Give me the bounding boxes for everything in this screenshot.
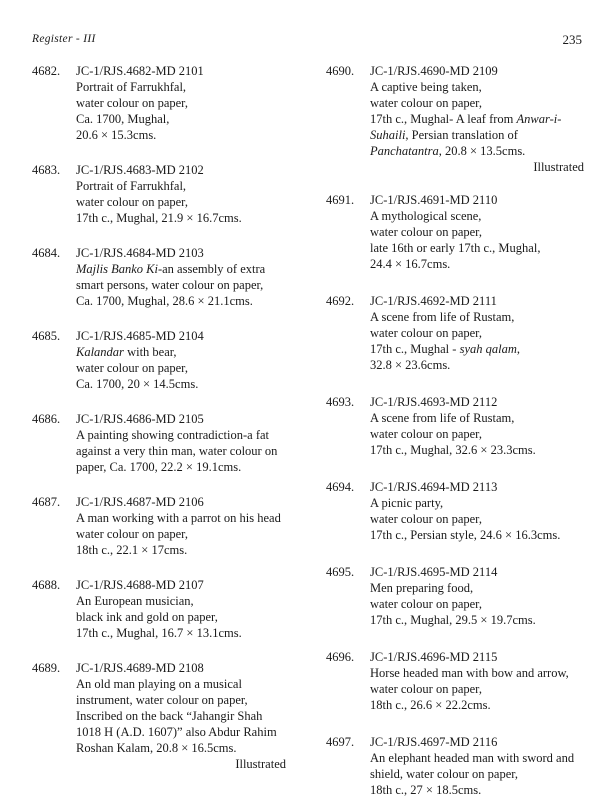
entry-number: 4696.: [326, 650, 355, 664]
entry-line: [370, 127, 588, 143]
entry-line: A captive being taken,: [370, 80, 482, 94]
accession-id: JC-1/RJS.4690-MD 2109: [370, 64, 498, 78]
entry-line: water colour on paper,: [370, 427, 482, 441]
entry-4697: [326, 734, 588, 798]
title-italic: Kalandar: [76, 345, 124, 359]
entry-number: 4686.: [32, 412, 61, 426]
entry-line: 17th c., Mughal, 29.5 × 19.7cms.: [370, 613, 536, 627]
entry-4686: [32, 411, 300, 475]
entry-line: Ca. 1700, Mughal,: [76, 112, 170, 126]
entry-line: Inscribed on the back “Jahangir Shah: [76, 709, 263, 723]
entry-line: 20.6 × 15.3cms.: [76, 128, 157, 142]
entry-line: 24.4 × 16.7cms.: [370, 257, 451, 271]
entry-number: 4691.: [326, 193, 355, 207]
entry-4685: [32, 328, 300, 392]
line-text: , 20.8 × 13.5cms.: [438, 144, 526, 158]
entry-line: Ca. 1700, Mughal, 28.6 × 21.1cms.: [76, 294, 253, 308]
entry-line: 18th c., 27 × 18.5cms.: [370, 783, 482, 797]
entry-4682: [32, 63, 300, 143]
line-text: 17th c., Mughal -: [370, 342, 460, 356]
entry-line: smart persons, water colour on paper,: [76, 278, 264, 292]
entry-line: A mythological scene,: [370, 209, 482, 223]
entry-line: water colour on paper,: [370, 326, 482, 340]
left-column: [32, 63, 300, 772]
entry-title-line: [76, 261, 300, 277]
entry-4683: [32, 162, 300, 226]
entry-line: Men preparing food,: [370, 581, 474, 595]
entry-line: shield, water colour on paper,: [370, 767, 519, 781]
entry-number: 4694.: [326, 480, 355, 494]
entry-4696: [326, 649, 588, 713]
entry-title-line: [76, 344, 300, 360]
entry-line: 17th c., Persian style, 24.6 × 16.3cms.: [370, 528, 561, 542]
entry-number: 4695.: [326, 565, 355, 579]
title-italic: Majlis Banko Ki: [76, 262, 158, 276]
entry-line: Portrait of Farrukhfal,: [76, 179, 187, 193]
accession-id: JC-1/RJS.4688-MD 2107: [76, 578, 204, 592]
accession-id: JC-1/RJS.4684-MD 2103: [76, 246, 204, 260]
entry-4684: [32, 245, 300, 309]
accession-id: JC-1/RJS.4695-MD 2114: [370, 565, 498, 579]
entry-4693: [326, 394, 588, 458]
entry-line: 17th c., Mughal, 32.6 × 23.3cms.: [370, 443, 536, 457]
entry-line: 17th c., Mughal, 16.7 × 13.1cms.: [76, 626, 242, 640]
entry-line: water colour on paper,: [76, 195, 188, 209]
entry-line: [370, 341, 588, 357]
entry-4688: [32, 577, 300, 641]
entry-number: 4682.: [32, 64, 61, 78]
entry-line: Portrait of Farrukhfal,: [76, 80, 187, 94]
accession-id: JC-1/RJS.4694-MD 2113: [370, 480, 498, 494]
entry-line: An European musician,: [76, 594, 194, 608]
accession-id: JC-1/RJS.4696-MD 2115: [370, 650, 498, 664]
accession-id: JC-1/RJS.4697-MD 2116: [370, 735, 498, 749]
entry-number: 4683.: [32, 163, 61, 177]
entry-line: water colour on paper,: [370, 597, 482, 611]
entry-line: 18th c., 22.1 × 17cms.: [76, 543, 188, 557]
entry-line: water colour on paper,: [76, 527, 188, 541]
line-text: 17th c., Mughal- A leaf from: [370, 112, 517, 126]
illustrated-note: Illustrated: [533, 160, 584, 174]
entry-line: water colour on paper,: [370, 96, 482, 110]
accession-id: JC-1/RJS.4693-MD 2112: [370, 395, 498, 409]
entry-line: A man working with a parrot on his head: [76, 511, 281, 525]
entry-line: water colour on paper,: [76, 361, 188, 375]
title-italic: Anwar-i-: [516, 112, 562, 126]
accession-id: JC-1/RJS.4691-MD 2110: [370, 193, 498, 207]
entry-number: 4697.: [326, 735, 355, 749]
accession-id: JC-1/RJS.4685-MD 2104: [76, 329, 204, 343]
entry-4695: [326, 564, 588, 628]
entry-line: black ink and gold on paper,: [76, 610, 218, 624]
entry-4687: [32, 494, 300, 558]
entry-line: instrument, water colour on paper,: [76, 693, 248, 707]
entry-number: 4685.: [32, 329, 61, 343]
title-rest: -an assembly of extra: [157, 262, 266, 276]
entry-line: paper, Ca. 1700, 22.2 × 19.1cms.: [76, 460, 242, 474]
accession-id: JC-1/RJS.4682-MD 2101: [76, 64, 204, 78]
page-number: 235: [562, 32, 582, 47]
entry-line: Horse headed man with bow and arrow,: [370, 666, 569, 680]
entry-line: An elephant headed man with sword and: [370, 751, 575, 765]
entry-line: Roshan Kalam, 20.8 × 16.5cms.: [76, 741, 237, 755]
entry-4691: [326, 192, 588, 272]
line-text: , Persian translation of: [405, 128, 518, 142]
title-rest: with bear,: [123, 345, 177, 359]
entry-4692: [326, 293, 588, 373]
running-head: Register - III: [32, 33, 96, 45]
entry-line: [370, 111, 588, 127]
entry-line: late 16th or early 17th c., Mughal,: [370, 241, 541, 255]
entry-line: 17th c., Mughal, 21.9 × 16.7cms.: [76, 211, 242, 225]
entry-number: 4687.: [32, 495, 61, 509]
accession-id: JC-1/RJS.4687-MD 2106: [76, 495, 204, 509]
entry-line: [370, 143, 588, 159]
entry-line: 1018 H (A.D. 1607)” also Abdur Rahim: [76, 725, 277, 739]
entry-4694: [326, 479, 588, 543]
entry-4690: [326, 63, 588, 175]
entry-line: A scene from life of Rustam,: [370, 310, 515, 324]
entry-line: water colour on paper,: [370, 682, 482, 696]
entry-line: water colour on paper,: [370, 225, 482, 239]
title-italic: syah qalam: [459, 342, 517, 356]
entry-number: 4688.: [32, 578, 61, 592]
accession-id: JC-1/RJS.4692-MD 2111: [370, 294, 497, 308]
entry-line: water colour on paper,: [370, 512, 482, 526]
entry-line: A painting showing contradiction-a fat: [76, 428, 270, 442]
entry-4689: [32, 660, 300, 772]
illustrated-note: Illustrated: [235, 757, 286, 771]
right-column: [326, 63, 588, 798]
entry-line: A scene from life of Rustam,: [370, 411, 515, 425]
entry-number: 4689.: [32, 661, 61, 675]
entry-number: 4690.: [326, 64, 355, 78]
line-text: ,: [516, 342, 520, 356]
entry-line: A picnic party,: [370, 496, 444, 510]
title-italic: Panchatantra: [370, 144, 439, 158]
accession-id: JC-1/RJS.4689-MD 2108: [76, 661, 204, 675]
entry-line: Ca. 1700, 20 × 14.5cms.: [76, 377, 199, 391]
entry-number: 4692.: [326, 294, 355, 308]
accession-id: JC-1/RJS.4683-MD 2102: [76, 163, 204, 177]
entry-line: against a very thin man, water colour on: [76, 444, 278, 458]
entry-line: 18th c., 26.6 × 22.2cms.: [370, 698, 491, 712]
entry-line: 32.8 × 23.6cms.: [370, 358, 451, 372]
entry-number: 4693.: [326, 395, 355, 409]
entry-line: water colour on paper,: [76, 96, 188, 110]
accession-id: JC-1/RJS.4686-MD 2105: [76, 412, 204, 426]
entry-line: An old man playing on a musical: [76, 677, 242, 691]
title-italic: Suhaili: [370, 128, 406, 142]
entry-number: 4684.: [32, 246, 61, 260]
